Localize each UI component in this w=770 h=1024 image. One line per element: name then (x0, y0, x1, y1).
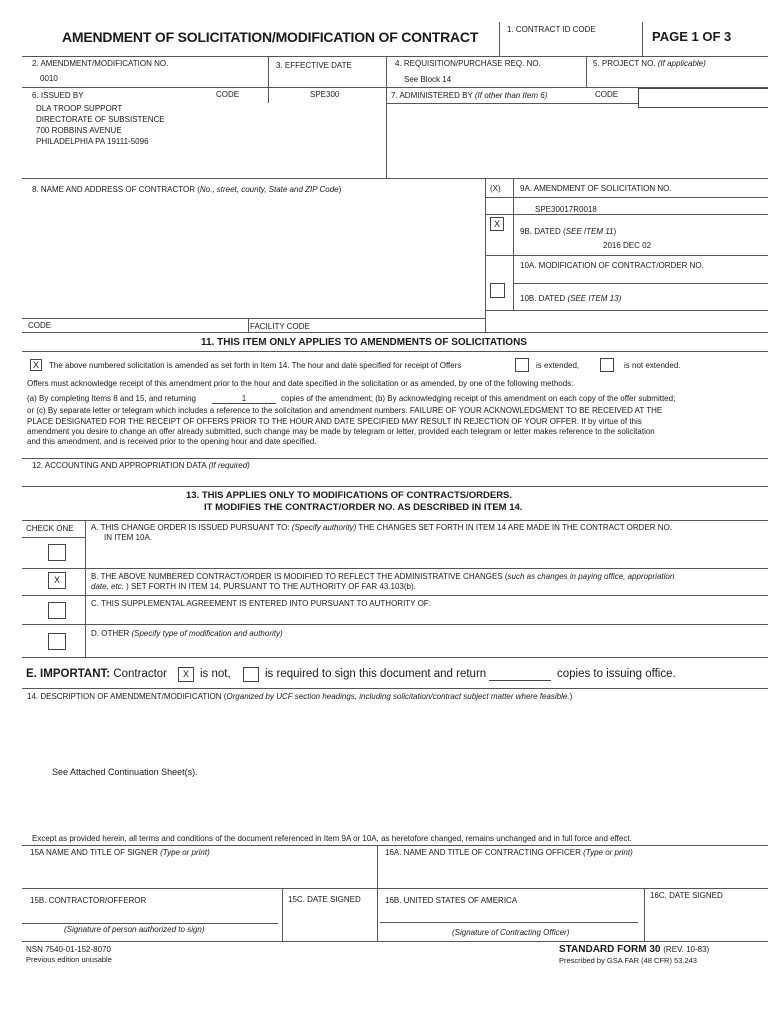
option-b-italic-1: such as changes in paying office, appropriation (507, 572, 675, 581)
rule (513, 283, 768, 284)
section-13-title-1: 13. THIS APPLIES ONLY TO MODIFICATIONS OF CONTRACTS/ORDERS. (186, 490, 513, 501)
is-not-checkbox[interactable]: X (178, 667, 194, 682)
rule (22, 537, 85, 538)
rule (22, 657, 768, 658)
rule (22, 458, 768, 459)
important-contractor: Contractor (113, 668, 168, 680)
is-required-label: is required to sign this document and return (265, 668, 487, 680)
option-d-checkbox[interactable] (48, 633, 66, 650)
section11-line-5: PLACE DESIGNATED FOR THE RECEIPT OF OFFERS PRIOR TO THE HOUR AND DATE SPECIFIED MAY RESULT IN REJECTION OF YOUR OFFER. If by virtue of this (27, 417, 642, 426)
copies-returned-value[interactable]: 1 (212, 394, 276, 404)
project-no-label-text: 5. PROJECT NO. (593, 59, 656, 68)
amendment-solicitation-value[interactable]: SPE30017R0018 (535, 205, 597, 214)
contractor-label-italic: No., street, county, State and ZIP Code (199, 185, 339, 194)
section11-line-3b: copies of the amendment; (b) By acknowledging receipt of this amendment on each copy of the offer submitted; (281, 394, 676, 403)
contractor-date-signed-label: 15C. DATE SIGNED (288, 895, 361, 904)
x-column-header: (X) (490, 184, 501, 193)
rule (386, 56, 387, 178)
officer-signature-caption: (Signature of Contracting Officer) (452, 928, 570, 937)
option-a-text-2: THE CHANGES SET FORTH IN ITEM 14 ARE MADE IN THE CONTRACT ORDER NO. (358, 523, 673, 532)
administered-code-field[interactable] (638, 88, 768, 108)
important-row (26, 668, 167, 680)
standard-form-name: STANDARD FORM 30 (559, 944, 661, 955)
rule (22, 845, 768, 846)
officer-name-label-text: 16A. NAME AND TITLE OF CONTRACTING OFFICER (385, 848, 581, 857)
contractor-label-text: 8. NAME AND ADDRESS OF CONTRACTOR ( (32, 185, 200, 194)
signer-name-label (30, 848, 210, 858)
contractor-signature-caption: (Signature of person authorized to sign) (64, 925, 205, 934)
section11-line-6: amendment you desire to change an offer already submitted, such change may be made by telegram or letter, provided each telegram or letter makes reference to the solicitation (27, 427, 655, 436)
rule (282, 888, 283, 941)
previous-edition-note: Previous edition unusable (26, 955, 112, 964)
item10-checkbox[interactable] (490, 283, 505, 298)
page-number: PAGE 1 OF 3 (652, 29, 732, 44)
form-title: AMENDMENT OF SOLICITATION/MODIFICATION OF CONTRACT (62, 29, 479, 45)
section-11-title: 11. THIS ITEM ONLY APPLIES TO AMENDMENTS OF SOLICITATIONS (201, 337, 527, 348)
item9b-label-text: 9B. DATED ( (520, 227, 566, 236)
section-13-title-2: IT MODIFIES THE CONTRACT/ORDER NO. AS DESCRIBED IN ITEM 14. (204, 502, 523, 513)
administered-by-label-text: 7. ADMINISTERED BY (391, 91, 473, 100)
rule (22, 520, 768, 521)
rule (499, 22, 500, 56)
rule (22, 318, 485, 319)
rule (642, 22, 643, 56)
project-no-label (593, 59, 706, 69)
section11-line-4: or (c) By separate letter or telegram which includes a reference to the solicitation and amendment numbers. FAILURE OF YOUR ACKNOWLEDGMENT TO BE RECEIVED AT THE (27, 406, 663, 415)
contractor-label-end: ) (338, 185, 342, 194)
issued-by-label: 6. ISSUED BY (32, 91, 84, 100)
option-a-line-2: IN ITEM 10A. (104, 533, 153, 542)
option-a-line-1 (91, 523, 672, 533)
option-b-text-1: B. THE ABOVE NUMBERED CONTRACT/ORDER IS MODIFIED TO REFLECT THE ADMINISTRATIVE CHANGES ( (91, 572, 508, 581)
signer-name-label-text: 15A NAME AND TITLE OF SIGNER (30, 848, 158, 857)
option-b-line-1 (91, 572, 674, 582)
option-d-text: D. OTHER (91, 629, 130, 638)
is-not-label: is not, (200, 668, 231, 680)
copies-to-office-label: copies to issuing office. (557, 668, 676, 680)
modification-no-label: 10A. MODIFICATION OF CONTRACT/ORDER NO. (520, 261, 704, 270)
copies-return-field[interactable] (489, 680, 551, 681)
rule (22, 888, 768, 889)
section11-line-7: and this amendment, and is received prior to the opening hour and date specified. (27, 437, 317, 446)
rule (513, 255, 514, 310)
rule (377, 845, 378, 941)
rule (22, 351, 768, 352)
rule (513, 178, 514, 255)
item9-checkbox[interactable]: X (490, 217, 504, 231)
item10b-label (520, 294, 621, 304)
rule (485, 197, 768, 198)
rule (22, 923, 278, 924)
option-a-text-1: A. THIS CHANGE ORDER IS ISSUED PURSUANT TO: (91, 523, 290, 532)
rule (248, 318, 249, 332)
rule (485, 310, 768, 311)
item9b-label-italic: SEE ITEM 11 (565, 227, 614, 236)
effective-date-label: 3. EFFECTIVE DATE (276, 61, 352, 70)
not-extended-label: is not extended. (624, 361, 681, 370)
rule (485, 255, 768, 256)
amendment-solicitation-label: 9A. AMENDMENT OF SOLICITATION NO. (520, 184, 672, 193)
rule (22, 568, 768, 569)
rule (644, 888, 645, 941)
form-revision: (REV. 10-83) (663, 945, 710, 954)
rule (22, 941, 768, 942)
facility-code-label: FACILITY CODE (250, 322, 310, 331)
option-a-checkbox[interactable] (48, 544, 66, 561)
rule (22, 486, 768, 487)
signer-name-note: (Type or print) (160, 848, 210, 857)
contractor-code-label: CODE (28, 321, 52, 330)
issued-line-3: 700 ROBBINS AVENUE (36, 126, 122, 135)
rule (268, 87, 269, 103)
option-b-text-2: ) SET FORTH IN ITEM 14, PURSUANT TO THE AUTHORITY OF FAR 43.103(b). (126, 582, 416, 591)
check-one-label: CHECK ONE (26, 524, 74, 533)
option-a-italic: (Specify authority) (291, 523, 357, 532)
extended-label: is extended, (536, 361, 580, 370)
section11-line-2: Offers must acknowledge receipt of this amendment prior to the hour and date specified in the solicitation or as amended, by one of the following methods: (27, 379, 574, 388)
option-b-checkbox[interactable]: X (48, 572, 66, 589)
officer-date-signed-label: 16C. DATE SIGNED (650, 891, 723, 900)
accounting-label (32, 461, 250, 471)
extended-checkbox[interactable] (515, 358, 529, 372)
contractor-offeror-label: 15B. CONTRACTOR/OFFEROR (30, 896, 147, 905)
closing-statement: Except as provided herein, all terms and conditions of the document referenced in Item 9A or 10A, as heretofore changed, remains unchanged and in full force and effect. (32, 834, 632, 843)
rule (22, 624, 768, 625)
option-c-checkbox[interactable] (48, 602, 66, 619)
nsn-number: NSN 7540-01-152-8070 (26, 945, 111, 954)
rule (586, 56, 587, 87)
usa-label: 16B. UNITED STATES OF AMERICA (385, 896, 518, 905)
administered-by-label (391, 91, 547, 101)
option-d-line (91, 629, 283, 639)
accounting-note: (If required) (208, 461, 250, 470)
requisition-label: 4. REQUISITION/PURCHASE REQ. NO. (395, 59, 541, 68)
officer-name-note: (Type or print) (583, 848, 633, 857)
requisition-value[interactable]: See Block 14 (404, 75, 452, 84)
rule (22, 332, 768, 333)
rule (485, 178, 486, 332)
rule (380, 922, 638, 923)
section11-line-3a: (a) By completing Items 8 and 15, and returning (27, 394, 196, 403)
section11-line-1: The above numbered solicitation is amended as set forth in Item 14. The hour and date specified for receipt of Offers (49, 361, 462, 370)
section11-checkbox[interactable]: X (30, 359, 42, 371)
description-label (27, 692, 572, 702)
administered-by-note: (If other than Item 6) (474, 91, 548, 100)
option-b-line-2 (91, 582, 416, 592)
rule (485, 214, 768, 215)
description-note: Organized by UCF section headings, including solicitation/contract subject matter where feasible. (226, 692, 570, 701)
issued-line-1: DLA TROOP SUPPORT (36, 104, 123, 113)
issued-line-2: DIRECTORATE OF SUBSISTENCE (36, 115, 165, 124)
administered-code-label: CODE (595, 90, 619, 99)
project-no-note: (If applicable) (657, 59, 706, 68)
issued-code-label: CODE (216, 90, 240, 99)
is-required-checkbox[interactable] (243, 667, 259, 682)
item9b-label-end: ) (613, 227, 617, 236)
option-d-italic: (Specify type of modification and authority) (131, 629, 283, 638)
option-b-italic-2: date, etc. (91, 582, 124, 591)
description-label-end: ) (569, 692, 573, 701)
amendment-no-value[interactable]: 0010 (40, 74, 58, 83)
rule (22, 688, 768, 689)
prescribed-by: Prescribed by GSA FAR (48 CFR) 53.243 (559, 956, 697, 965)
contract-id-label: 1. CONTRACT ID CODE (507, 25, 596, 34)
rule (85, 520, 86, 657)
amendment-no-label: 2. AMENDMENT/MODIFICATION NO. (32, 59, 169, 68)
officer-name-label (385, 848, 633, 858)
item9b-label (520, 227, 616, 237)
continuation-sheet-note: See Attached Continuation Sheet(s). (52, 767, 198, 777)
item10b-label-italic: (SEE ITEM 13) (567, 294, 622, 303)
rule (22, 595, 768, 596)
not-extended-checkbox[interactable] (600, 358, 614, 372)
important-label: E. IMPORTANT: (26, 668, 111, 680)
option-c-text: C. THIS SUPPLEMENTAL AGREEMENT IS ENTERED INTO PURSUANT TO AUTHORITY OF: (91, 599, 431, 608)
item9b-value[interactable]: 2016 DEC 02 (603, 241, 652, 250)
rule (22, 178, 768, 179)
rule (22, 56, 768, 57)
contractor-label (32, 185, 341, 195)
issued-code-value[interactable]: SPE300 (310, 90, 340, 99)
issued-line-4: PHILADELPHIA PA 19111-5096 (36, 137, 149, 146)
accounting-label-text: 12. ACCOUNTING AND APPROPRIATION DATA (32, 461, 207, 470)
description-label-text: 14. DESCRIPTION OF AMENDMENT/MODIFICATION ( (27, 692, 227, 701)
standard-form-id (559, 944, 709, 955)
item10b-label-text: 10B. DATED (520, 294, 566, 303)
